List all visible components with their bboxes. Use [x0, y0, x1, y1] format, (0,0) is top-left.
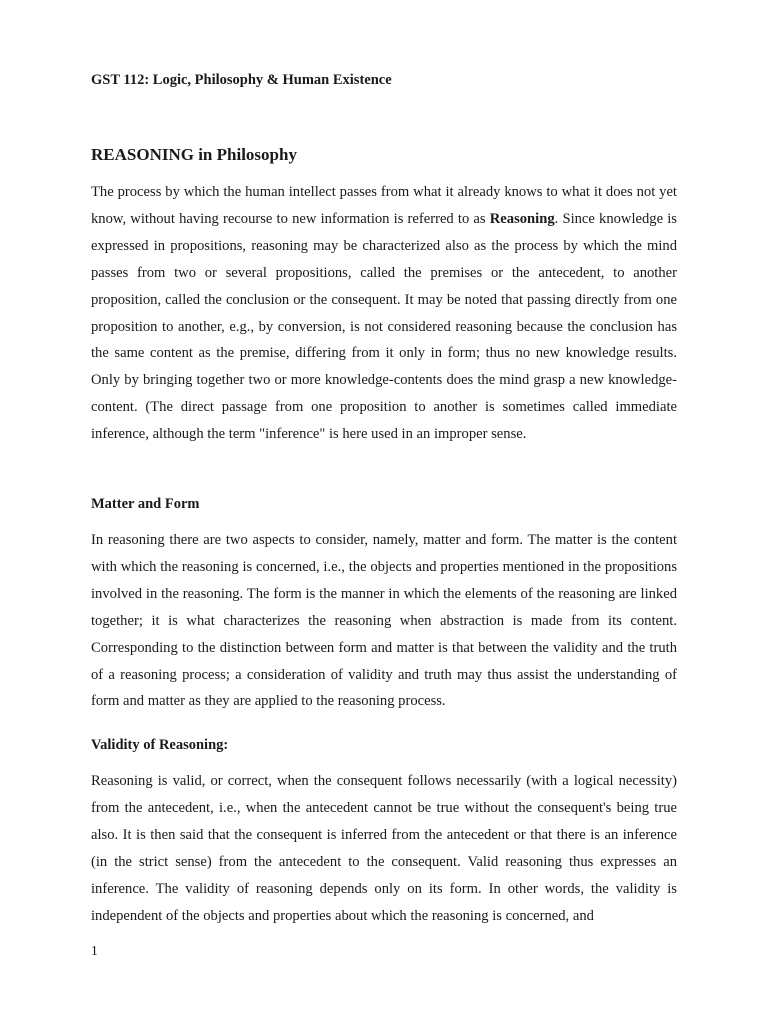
page-number: 1	[91, 943, 98, 958]
page-title: REASONING in Philosophy	[91, 145, 297, 164]
intro-paragraph	[91, 179, 677, 448]
section-paragraph-matter-and-form: In reasoning there are two aspects to consider, namely, matter and form. The matter is the content with which the reasoning is concerned, i.e., the objects and properties mentioned in the propositions involved in the reasoning. The form is the manner in which the elements of the reasoning are linked together; it is what characterizes the reasoning when abstraction is made from its content. Corresponding to the distinction between form and matter is that between the validity and the truth of a reasoning process; a consideration of validity and truth may thus assist the understanding of form and matter as they are applied to the reasoning process.	[91, 532, 677, 710]
section-heading-validity: Validity of Reasoning:	[91, 737, 229, 753]
intro-text-start: The process by which the human intellect passes from what it already knows to what it does not yet know, without having recourse to new information is referred to as	[91, 184, 677, 227]
section-heading-matter-and-form: Matter and Form	[91, 496, 200, 512]
document-page	[91, 0, 677, 1024]
reasoning-term: Reasoning	[489, 210, 555, 227]
intro-text-end: . Since knowledge is expressed in propositions, reasoning may be characterized also as the process by which the mind passes from two or several propositions, called the premises or the antecedent, to another proposition, called the conclusion or the consequent. It may be noted that passing directly from one proposition to another, e.g., by conversion, is not considered reasoning because the conclusion has the same content as the premise, differing from it only in form; thus no new knowledge results. Only by bringing together two or more knowledge-contents does the mind grasp a new knowledge-content. (The direct passage from one proposition to another is sometimes called immediate inference, although the term "inference" is here used in an improper sense.	[91, 210, 677, 443]
section-paragraph-validity: Reasoning is valid, or correct, when the consequent follows necessarily (with a logical necessity) from the antecedent, i.e., when the antecedent cannot be true without the consequent's being true also. It is then said that the consequent is inferred from the antecedent or that there is an inference (in the strict sense) from the antecedent to the consequent. Valid reasoning thus expresses an inference. The validity of reasoning depends only on its form. In other words, the validity is independent of the objects and properties about which the reasoning is concerned, and	[91, 773, 677, 924]
course-title: GST 112: Logic, Philosophy & Human Existence	[91, 72, 392, 88]
